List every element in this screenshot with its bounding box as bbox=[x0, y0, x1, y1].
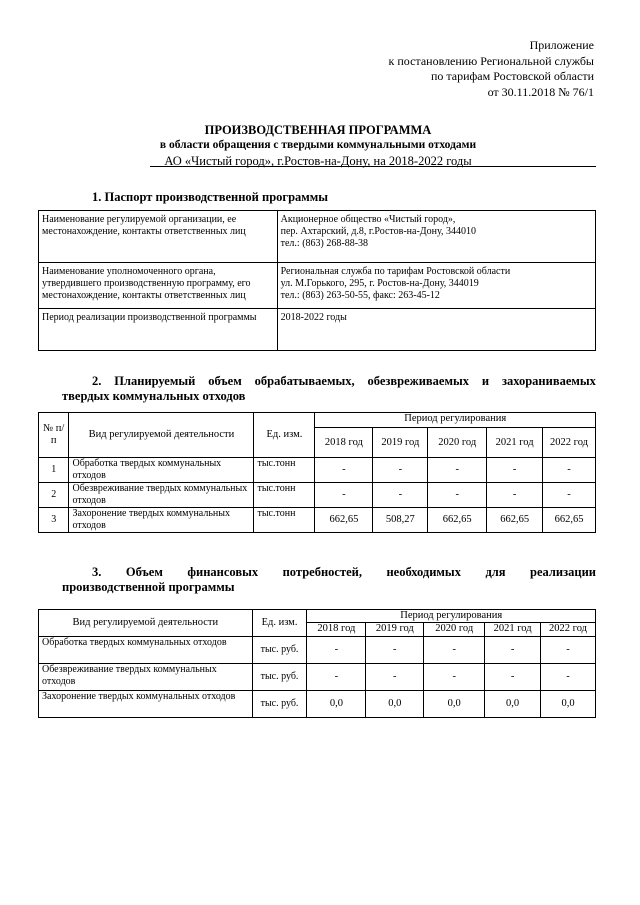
heading-word: потребностей, bbox=[282, 565, 362, 579]
table-row bbox=[39, 691, 596, 718]
row-value: 0,0 bbox=[485, 691, 541, 718]
header-year: 2018 год bbox=[307, 623, 366, 637]
row-value: - bbox=[485, 637, 541, 664]
title-organization: АО «Чистый город», г.Ростов-на-Дону, на 2018-2022 годы bbox=[164, 154, 472, 168]
document-title bbox=[38, 122, 598, 169]
row-value: - bbox=[424, 637, 485, 664]
row-value: - bbox=[373, 458, 428, 483]
row-value: 0,0 bbox=[366, 691, 424, 718]
header-activity: Вид регулируемой деятельности bbox=[69, 413, 254, 458]
volume-table bbox=[38, 412, 596, 533]
passport-value-line: 2018-2022 годы bbox=[280, 312, 347, 323]
row-activity: Обработка твердых коммунальных отходов bbox=[39, 637, 253, 664]
header-year: 2018 год bbox=[315, 428, 373, 458]
table-header-row bbox=[39, 413, 596, 428]
passport-value bbox=[277, 263, 595, 309]
row-unit: тыс. руб. bbox=[252, 664, 307, 691]
row-value: 662,65 bbox=[543, 508, 596, 533]
header-period: Период регулирования bbox=[315, 413, 596, 428]
row-value: - bbox=[307, 637, 366, 664]
section1-heading: 1. Паспорт производственной программы bbox=[92, 190, 329, 204]
section2-heading bbox=[62, 374, 596, 404]
passport-value bbox=[277, 211, 595, 263]
table-row bbox=[39, 458, 596, 483]
heading-word: для bbox=[485, 565, 506, 579]
passport-row bbox=[39, 309, 596, 351]
row-activity: Обезвреживание твердых коммунальных отходов bbox=[69, 483, 254, 508]
appendix-block bbox=[389, 38, 594, 100]
passport-label: Период реализации производственной программы bbox=[39, 309, 278, 351]
header-year: 2020 год bbox=[428, 428, 487, 458]
passport-row bbox=[39, 211, 596, 263]
heading-word: Планируемый bbox=[114, 374, 196, 388]
row-unit: тыс.тонн bbox=[254, 508, 315, 533]
row-value: 508,27 bbox=[373, 508, 428, 533]
title-main: ПРОИЗВОДСТВЕННАЯ ПРОГРАММА bbox=[204, 123, 432, 137]
passport-value-line: тел.: (863) 263-50-55, факс: 263-45-12 bbox=[280, 290, 440, 301]
passport-value-line: Региональная служба по тарифам Ростовской области bbox=[280, 266, 511, 277]
appendix-line: к постановлению Региональной службы bbox=[388, 53, 594, 68]
row-value: - bbox=[428, 483, 487, 508]
row-value: - bbox=[487, 458, 543, 483]
title-subtitle: в области обращения с твердыми коммунальными отходами bbox=[159, 139, 477, 151]
header-year: 2021 год bbox=[487, 428, 543, 458]
row-unit: тыс. руб. bbox=[252, 691, 307, 718]
heading-word: финансовых bbox=[187, 565, 259, 579]
row-num: 3 bbox=[39, 508, 69, 533]
passport-label: Наименование регулируемой организации, ее местонахождение, контакты ответственных лиц bbox=[39, 211, 278, 263]
row-activity: Захоронение твердых коммунальных отходов bbox=[69, 508, 254, 533]
heading-word: Объем bbox=[125, 565, 163, 579]
row-num: 1 bbox=[39, 458, 69, 483]
row-value: 0,0 bbox=[424, 691, 485, 718]
row-value: - bbox=[307, 664, 366, 691]
appendix-line: от 30.11.2018 № 76/1 bbox=[487, 84, 594, 99]
heading-word: и bbox=[481, 374, 490, 388]
row-value: - bbox=[428, 458, 487, 483]
heading-word: реализации bbox=[530, 565, 596, 579]
row-value: - bbox=[373, 483, 428, 508]
passport-row bbox=[39, 263, 596, 309]
passport-label: Наименование уполномоченного органа, утвердившего производственную программу, его местонахождение, контакты ответственных лиц bbox=[39, 263, 278, 309]
heading-word: обрабатываемых, bbox=[254, 374, 355, 388]
row-activity: Обезвреживание твердых коммунальных отходов bbox=[39, 664, 253, 691]
heading-word: объем bbox=[208, 374, 242, 388]
passport-value-line: ул. М.Горького, 295, г. Ростов-на-Дону, 344019 bbox=[280, 278, 479, 289]
row-num: 2 bbox=[39, 483, 69, 508]
row-unit: тыс.тонн bbox=[254, 458, 315, 483]
row-value: 662,65 bbox=[315, 508, 373, 533]
section3-heading bbox=[62, 565, 596, 595]
header-year: 2020 год bbox=[424, 623, 485, 637]
appendix-line: Приложение bbox=[529, 38, 594, 52]
passport-value bbox=[277, 309, 595, 351]
row-value: - bbox=[366, 637, 424, 664]
table-row bbox=[39, 637, 596, 664]
header-period: Период регулирования bbox=[307, 610, 596, 623]
appendix-line: по тарифам Ростовской области bbox=[430, 69, 594, 83]
heading-word: обезвреживаемых bbox=[367, 374, 469, 388]
header-year: 2022 год bbox=[543, 428, 596, 458]
title-underline bbox=[150, 166, 596, 167]
heading-continuation: производственной программы bbox=[62, 580, 235, 594]
row-value: - bbox=[543, 483, 596, 508]
row-value: - bbox=[487, 483, 543, 508]
heading-word: 2. bbox=[92, 374, 102, 388]
row-value: 0,0 bbox=[541, 691, 596, 718]
table-row bbox=[39, 508, 596, 533]
header-unit: Ед. изм. bbox=[254, 413, 315, 458]
passport-value-line: пер. Ахтарский, д.8, г.Ростов-на-Дону, 344010 bbox=[280, 226, 476, 237]
table-row bbox=[39, 483, 596, 508]
row-value: - bbox=[366, 664, 424, 691]
heading-word: необходимых bbox=[386, 565, 461, 579]
row-value: 0,0 bbox=[307, 691, 366, 718]
table-row bbox=[39, 664, 596, 691]
heading-word: 3. bbox=[92, 565, 102, 579]
heading-continuation: твердых коммунальных отходов bbox=[62, 389, 246, 403]
heading-word: захораниваемых bbox=[501, 374, 596, 388]
row-value: 662,65 bbox=[428, 508, 487, 533]
row-value: - bbox=[485, 664, 541, 691]
table-header-row bbox=[39, 610, 596, 623]
header-num: № п/п bbox=[39, 413, 69, 458]
header-year: 2019 год bbox=[366, 623, 424, 637]
row-unit: тыс. руб. bbox=[252, 637, 307, 664]
header-year: 2019 год bbox=[373, 428, 428, 458]
header-unit: Ед. изм. bbox=[252, 610, 307, 637]
row-value: - bbox=[315, 483, 373, 508]
row-unit: тыс.тонн bbox=[254, 483, 315, 508]
row-value: - bbox=[541, 637, 596, 664]
row-value: - bbox=[315, 458, 373, 483]
finance-table bbox=[38, 609, 596, 718]
header-activity: Вид регулируемой деятельности bbox=[39, 610, 253, 637]
row-value: - bbox=[543, 458, 596, 483]
row-value: - bbox=[424, 664, 485, 691]
passport-value-line: тел.: (863) 268-88-38 bbox=[280, 238, 369, 249]
passport-value-line: Акционерное общество «Чистый город», bbox=[280, 214, 456, 225]
passport-table bbox=[38, 210, 596, 351]
header-year: 2021 год bbox=[485, 623, 541, 637]
row-value: 662,65 bbox=[487, 508, 543, 533]
row-activity: Обработка твердых коммунальных отходов bbox=[69, 458, 254, 483]
row-activity: Захоронение твердых коммунальных отходов bbox=[39, 691, 253, 718]
row-value: - bbox=[541, 664, 596, 691]
header-year: 2022 год bbox=[541, 623, 596, 637]
